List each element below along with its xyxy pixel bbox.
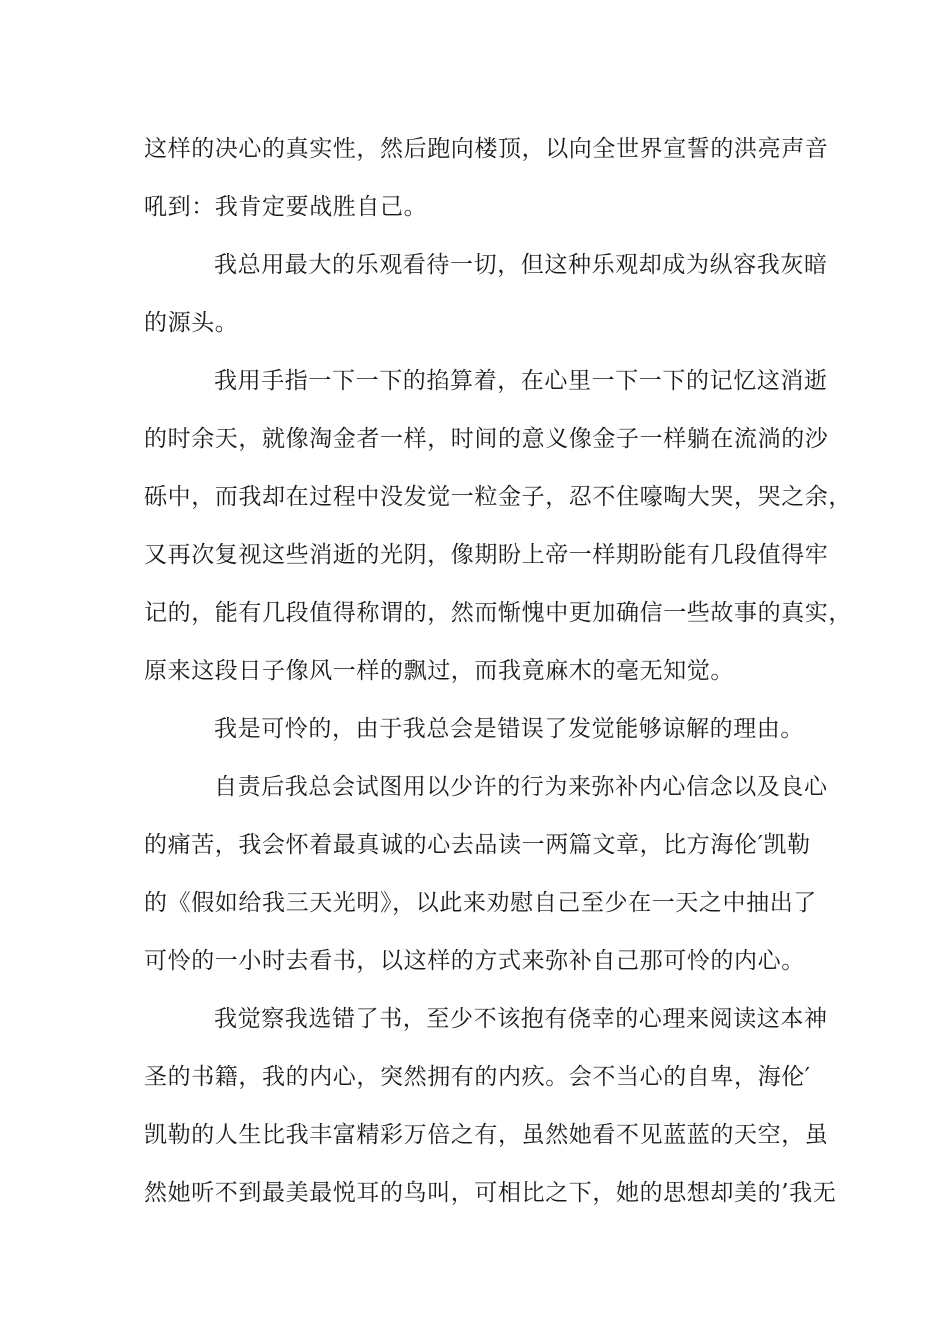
text-line: 然她听不到最美最悦耳的鸟叫，可相比之下，她的思想却美的’我无: [144, 1180, 837, 1206]
text-line: 我用手指一下一下的掐算着，在心里一下一下的记忆这消逝: [214, 368, 828, 394]
text-line: 吼到：我肯定要战胜自己。: [144, 194, 428, 220]
text-line: 这样的决心的真实性，然后跑向楼顶，以向全世界宣誓的洪亮声音: [144, 136, 829, 162]
text-line: 凯勒的人生比我丰富精彩万倍之有，虽然她看不见蓝蓝的天空，虽: [144, 1122, 829, 1148]
text-line: 砾中，而我却在过程中没发觉一粒金子，忍不住嚎啕大哭，哭之余，: [144, 484, 852, 510]
text-line: 我是可怜的，由于我总会是错误了发觉能够谅解的理由。: [214, 716, 804, 742]
paragraph-4: [144, 700, 824, 758]
text-line: 又再次复视这些消逝的光阴，像期盼上帝一样期盼能有几段值得牢: [144, 542, 829, 568]
document-body: [144, 120, 852, 1222]
paragraph-1: [144, 120, 829, 236]
text-line: 我总用最大的乐观看待一切，但这种乐观却成为纵容我灰暗: [214, 252, 828, 278]
text-line: 我觉察我选错了书，至少不该抱有侥幸的心理来阅读这本神: [214, 1006, 828, 1032]
text-line: 的痛苦，我会怀着最真诚的心去品读一两篇文章，比方海伦′凯勒: [144, 832, 811, 858]
text-line: 记的，能有几段值得称谓的，然而惭愧中更加确信一些故事的真实，: [144, 600, 852, 626]
paragraph-6: [144, 990, 837, 1222]
text-line: 原来这段日子像风一样的飘过，而我竟麻木的毫无知觉。: [144, 658, 734, 684]
text-line: 的时余天，就像淘金者一样，时间的意义像金子一样躺在流淌的沙: [144, 426, 829, 452]
paragraph-2: [144, 236, 828, 352]
paragraph-5: [144, 758, 828, 990]
paragraph-3: [144, 352, 852, 700]
text-line: 自责后我总会试图用以少许的行为来弥补内心信念以及良心: [214, 774, 828, 800]
text-line: 的《假如给我三天光明》，以此来劝慰自己至少在一天之中抽出了: [144, 890, 817, 916]
text-line: 可怜的一小时去看书，以这样的方式来弥补自己那可怜的内心。: [144, 948, 805, 974]
text-line: 的源头。: [144, 310, 239, 336]
text-line: 圣的书籍，我的内心，突然拥有的内疚。会不当心的自卑，海伦′: [144, 1064, 811, 1090]
